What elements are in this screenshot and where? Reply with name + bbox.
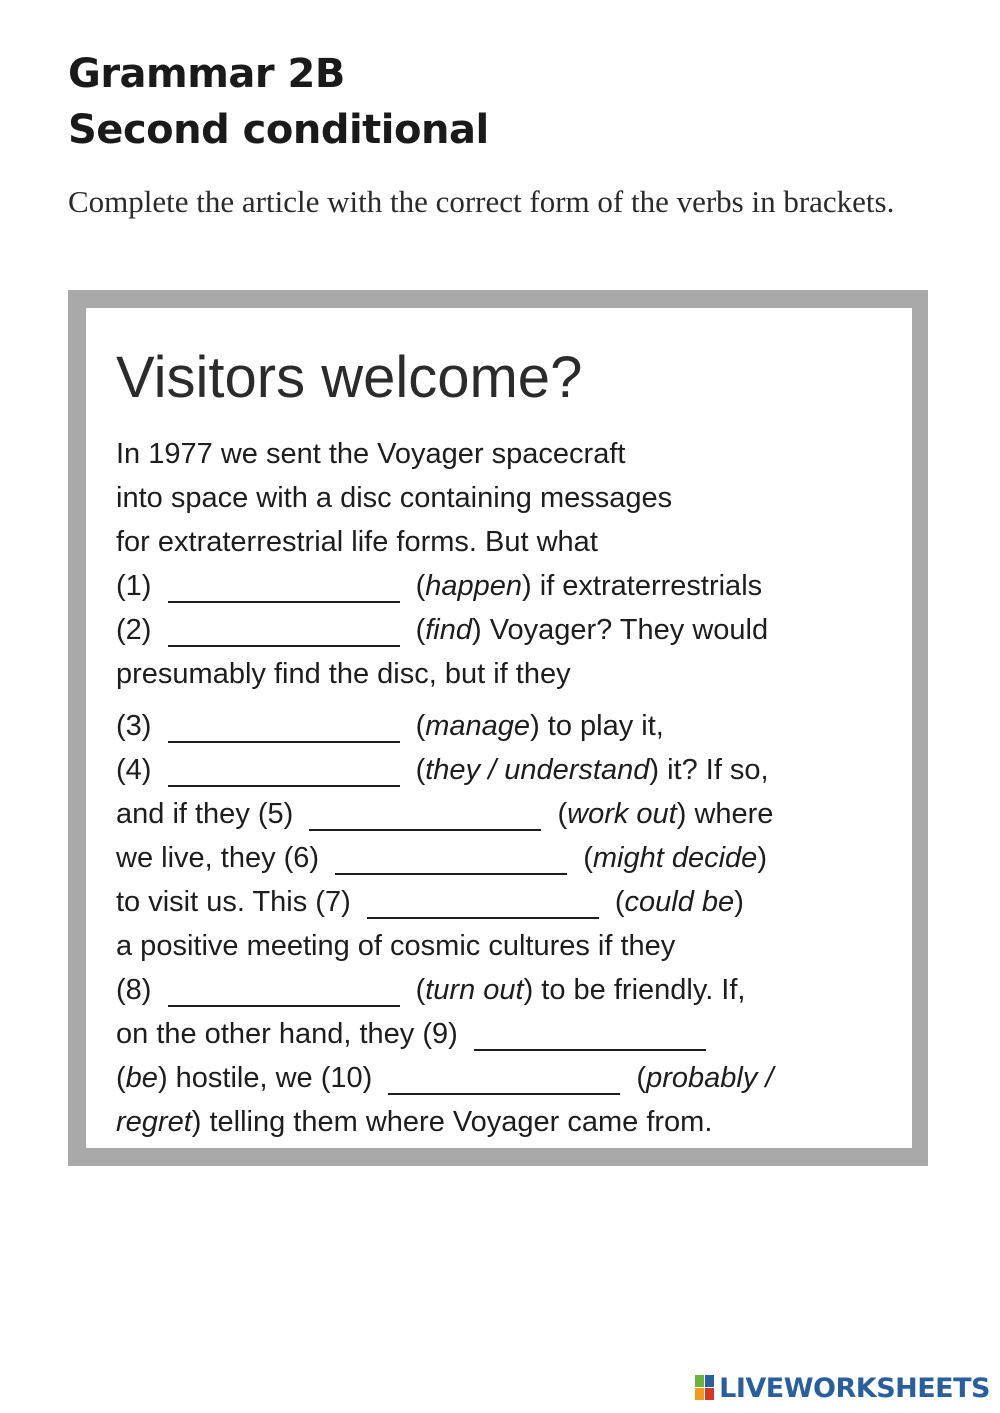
article-line [116,564,876,608]
answer-input-8[interactable] [168,975,400,1007]
article-line [116,1056,876,1100]
verb-hint: (happen) if extraterrestrials [415,570,763,602]
line-text: a positive meeting of cosmic cultures if they [116,930,676,962]
article-line [116,608,876,652]
line-text: In 1977 we sent the Voyager spacecraft [116,438,626,470]
answer-input-7[interactable] [367,887,599,919]
verb-hint: (could be) [614,886,744,918]
article-line [116,836,876,880]
article-line [116,1100,876,1144]
gap-number: (1) [116,570,152,602]
answer-input-6[interactable] [335,843,567,875]
article-line [116,652,876,696]
worksheet-heading [68,46,489,158]
line-text: for extraterrestrial life forms. But what [116,526,598,558]
gap-number: to visit us. This (7) [116,886,351,918]
article-line [116,792,876,836]
answer-input-1[interactable] [168,571,400,603]
grammar-topic-title: Second conditional [68,107,489,153]
answer-input-5[interactable] [309,799,541,831]
article-title: Visitors welcome? [116,345,583,410]
article-panel [86,308,912,1148]
gap-number: (2) [116,614,152,646]
gap-number: (4) [116,754,152,786]
answer-input-9[interactable] [474,1019,706,1051]
grammar-unit-title: Grammar 2B [68,51,345,97]
verb-hint: (be) hostile, we (10) [116,1062,373,1094]
gap-number: (3) [116,710,152,742]
article-line [116,520,876,564]
article-line [116,968,876,1012]
verb-hint: (they / understand) it? If so, [415,754,769,786]
article-line [116,1012,876,1056]
article-line [116,704,876,748]
article-body [116,432,876,1144]
verb-hint: (turn out) to be friendly. If, [415,974,746,1006]
gap-number: (8) [116,974,152,1006]
verb-hint: (find) Voyager? They would [415,614,769,646]
answer-input-4[interactable] [168,755,400,787]
article-frame [68,290,928,1166]
answer-input-2[interactable] [168,615,400,647]
gap-number: we live, they (6) [116,842,320,874]
answer-input-3[interactable] [168,711,400,743]
instructions-text: Complete the article with the correct form of the verbs in brackets. [68,184,895,219]
liveworksheets-footer [695,1371,990,1405]
article-line [116,880,876,924]
article-line [116,432,876,476]
article-line [116,748,876,792]
article-line [116,476,876,520]
answer-input-10[interactable] [388,1063,620,1095]
gap-number: on the other hand, they (9) [116,1018,458,1050]
verb-hint: (probably / [636,1062,774,1094]
line-text: presumably find the disc, but if they [116,658,571,690]
verb-hint: (might decide) [583,842,767,874]
verb-hint: (manage) to play it, [415,710,664,742]
liveworksheets-brand: LIVEWORKSHEETS [719,1372,990,1404]
liveworksheets-logo-icon [695,1375,715,1401]
gap-number: and if they (5) [116,798,294,830]
verb-hint: regret) telling them where Voyager came from. [116,1106,713,1138]
line-text: into space with a disc containing messages [116,482,673,514]
verb-hint: (work out) where [557,798,774,830]
article-line [116,924,876,968]
